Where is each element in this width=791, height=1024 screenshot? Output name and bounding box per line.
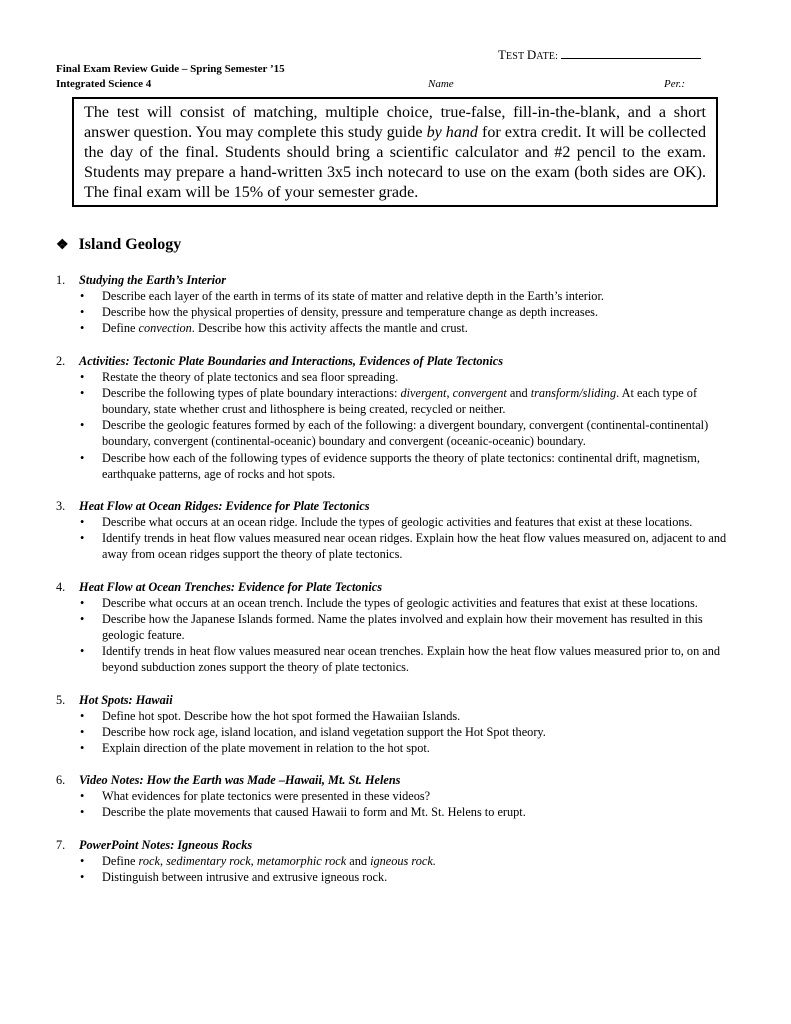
bullet-item: • Identify trends in heat flow values measured near ocean ridges. Explain how the heat flow values measured on, adjacent to and away from ocean ridges support the theory of plate tectonics. [56,530,736,562]
review-item [56,772,736,820]
bullet-item [56,320,736,336]
bullet-text: Define [102,853,139,868]
item-number: 6. [56,773,66,788]
bullet-item: • Describe each layer of the earth in terms of its state of matter and relative depth in the Earth’s interior. [56,288,736,304]
italic-term: igneous rock. [370,853,436,868]
test-date-d: D [526,47,537,62]
item-title: Video Notes: How the Earth was Made –Hawaii, Mt. St. Helens [79,773,401,788]
item-number: 5. [56,692,66,707]
period-label: Per.: [664,78,686,90]
item-title: Activities: Tectonic Plate Boundaries and Interactions, Evidences of Plate Tectonics [79,353,503,368]
review-item [56,498,736,563]
item-number: 1. [56,273,66,287]
bullet-item: • Restate the theory of plate tectonics and sea floor spreading. [56,369,736,385]
bullet-list [56,514,736,563]
bullet-list [56,788,736,820]
item-number: 4. [56,579,66,594]
review-item-heading [56,272,736,288]
section-heading [56,236,181,254]
item-title: Heat Flow at Ocean Trenches: Evidence for Plate Tectonics [79,579,383,594]
intro-text-1: The test will consist of matching, multiple choice, true-false, fill-in-the-blank, and a short answer question. You may complete this study guide [84,104,706,141]
review-item-heading [56,353,736,369]
bullet-list [56,595,736,676]
bullet-item: • Describe the geologic features formed by each of the following: a divergent boundary, convergent (continental-continental) boundary, convergent (continental-oceanic) boundary and convergent (oceanic-oceanic) boundary. [56,417,736,449]
bullet-list [56,708,736,757]
test-date-t: T [498,47,506,62]
item-number: 2. [56,353,66,368]
item-number: 7. [56,837,66,852]
review-item-heading [56,772,736,788]
bullet-item [56,385,736,417]
review-item-heading [56,837,736,853]
bullet-item: • Explain direction of the plate movement in relation to the hot spot. [56,740,736,756]
review-item-heading [56,579,736,595]
bullet-item: • Describe how each of the following types of evidence supports the theory of plate tectonics: continental drift, magnetism, earthquake patterns, age of rocks and hot spots. [56,450,736,482]
bullet-item: • Describe what occurs at an ocean trench. Include the types of geologic activities and features that exist at these locations. [56,595,736,611]
bullet-item: • Identify trends in heat flow values measured near ocean trenches. Explain how the heat flow values measured prior to, on and beyond subduction zones support the theory of plate tectonics. [56,643,736,675]
bullet-item: • Describe how rock age, island location, and island vegetation support the Hot Spot theory. [56,724,736,740]
bullet-text: Define [102,321,139,336]
bullet-item: • Describe how the physical properties of density, pressure and temperature change as depth increases. [56,304,736,320]
item-title: Heat Flow at Ocean Ridges: Evidence for Plate Tectonics [79,499,370,514]
bullet-list [56,288,736,337]
item-number: 3. [56,499,66,514]
instructions-box [72,97,718,207]
italic-term: divergent [400,385,447,400]
intro-emphasis: by hand [426,124,478,141]
italic-term: sedimentary rock [166,853,251,868]
bullet-text: Describe the following types of plate boundary interactions: [102,385,401,400]
bullet-text: . Describe how this activity affects the mantle and crust. [191,321,468,336]
italic-term: metamorphic rock [256,853,347,868]
guide-title: Final Exam Review Guide – Spring Semester ’15 [56,63,285,75]
bullet-item: • What evidences for plate tectonics were presented in these videos? [56,788,736,804]
italic-term: rock [138,853,160,868]
bullet-text: and [506,385,531,400]
item-title: PowerPoint Notes: Igneous Rocks [79,837,253,852]
section-title: Island Geology [78,236,182,253]
review-item [56,353,736,482]
review-item-heading [56,692,736,708]
diamond-bullet-icon: ❖ [56,238,69,253]
bullet-text: , [159,853,167,868]
review-item [56,272,736,337]
review-item-heading [56,498,736,514]
bullet-item [56,853,736,869]
review-item [56,579,736,676]
bullet-text: , [446,385,453,400]
review-item [56,837,736,885]
bullet-text: . At each type of boundary, state whether crust and lithosphere is being created, recycled or neither. [102,385,698,417]
italic-term: convergent [452,385,507,400]
italic-term: convection [138,321,192,336]
course-name: Integrated Science 4 [56,78,152,90]
test-date-ate: ATE: [536,51,559,62]
name-label: Name [428,78,454,90]
bullet-item: • Define hot spot. Describe how the hot spot formed the Hawaiian Islands. [56,708,736,724]
test-date-est: EST [505,51,527,62]
bullet-list [56,369,736,482]
bullet-list [56,853,736,885]
test-date-blank[interactable] [561,46,701,59]
test-date-label [498,46,701,63]
review-items-list [56,272,736,901]
bullet-text: , [250,853,257,868]
bullet-item: • Describe the plate movements that caused Hawaii to form and Mt. St. Helens to erupt. [56,804,736,820]
item-title: Hot Spots: Hawaii [79,692,173,707]
italic-term: transform/sliding [530,385,617,400]
review-item [56,692,736,757]
bullet-item: • Distinguish between intrusive and extrusive igneous rock. [56,869,736,885]
bullet-item: • Describe what occurs at an ocean ridge. Include the types of geologic activities and features that exist at these locations. [56,514,736,530]
bullet-item: • Describe how the Japanese Islands formed. Name the plates involved and explain how their movement has resulted in this geologic feature. [56,611,736,643]
bullet-text: and [346,853,371,868]
item-title: Studying the Earth’s Interior [79,273,227,287]
intro-text-2: for extra credit. It will be collected the day of the final. Students should bring a scientific calculator and #2 pencil to the exam. Students may prepare a hand-written 3x5 inch notecard to use on the exam (both sides are OK). The final exam will be 15% of your semester grade. [84,124,706,201]
